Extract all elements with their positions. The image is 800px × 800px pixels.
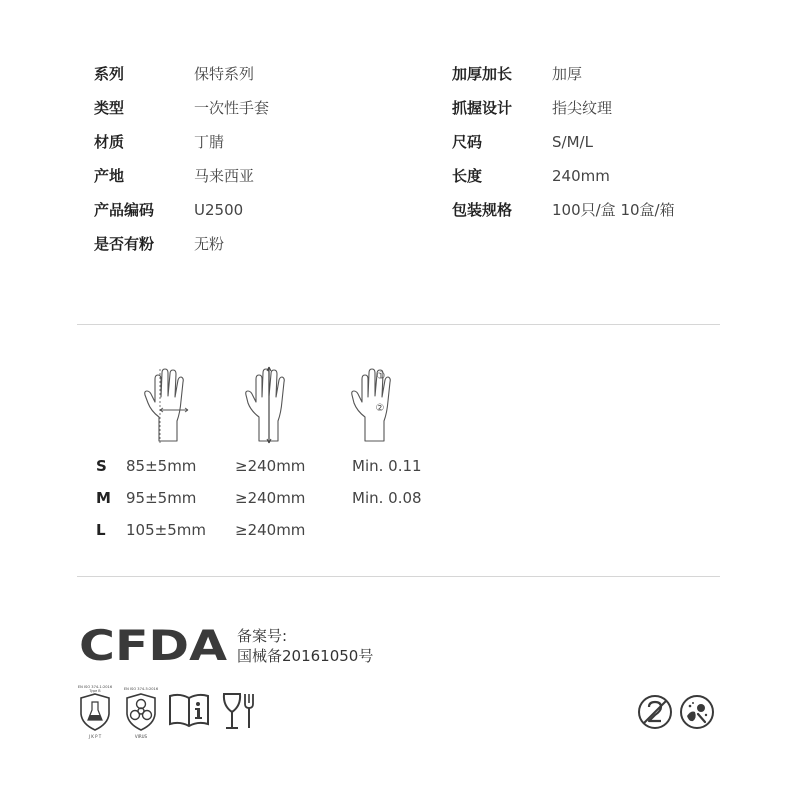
diagram-marker-1: ① [376,371,386,382]
anti-slip-grip-icon [679,694,715,730]
spec-value: 保特系列 [194,65,255,83]
size-length: ≥240mm [235,521,306,539]
spec-label: 尺码 [452,133,483,151]
hand-thickness-diagram-icon [351,365,401,445]
size-row-l [96,516,456,546]
spec-row-series [94,60,414,94]
spec-label: 系列 [94,65,125,83]
chemical-protection-shield-icon [77,684,113,740]
size-row-m [96,484,456,514]
spec-row-length [452,162,772,196]
record-info [237,626,373,666]
cert2-standard: EN ISO 374-5:2016 [123,687,159,691]
size-width: 105±5mm [126,521,206,539]
spec-row-product-code [94,196,414,230]
size-length: ≥240mm [235,457,306,475]
spec-row-packaging [452,196,772,230]
spec-row-thickness [452,60,772,94]
spec-value: 一次性手套 [194,99,270,117]
size-letter: S [96,457,107,475]
food-safe-icon [220,692,258,732]
spec-value: 丁腈 [194,133,225,151]
spec-row-origin [94,162,414,196]
read-instructions-icon [168,692,210,728]
single-use-icon [637,694,673,730]
spec-value: 100只/盒 10盒/箱 [552,201,675,219]
size-letter: L [96,521,106,539]
cert1-type: Type B [89,689,101,693]
size-width: 95±5mm [126,489,197,507]
cfda-logo-text: CFDA [79,624,228,664]
spec-value: 马来西亚 [194,167,255,185]
size-length: ≥240mm [235,489,306,507]
spec-row-powder [94,230,414,264]
record-label: 备案号: [237,627,288,645]
cert1-standard: EN ISO 374-1:2016 [77,685,113,689]
spec-label: 产地 [94,167,125,185]
hand-width-diagram-icon [143,365,193,445]
size-thickness: Min. 0.08 [352,489,422,507]
size-row-s [96,452,456,482]
cfda-logo [79,624,229,664]
spec-row-grip [452,94,772,128]
spec-label: 包装规格 [452,201,513,219]
virus-protection-shield-icon [122,684,160,740]
cert1-codes: J K P T [88,734,102,739]
spec-value: S/M/L [552,133,593,151]
spec-label: 加厚加长 [452,65,513,83]
divider-bottom [77,576,720,577]
diagram-marker-2: ② [375,403,385,414]
spec-value: 指尖纹理 [552,99,613,117]
hand-length-diagram-icon [245,365,295,445]
spec-label: 产品编码 [94,201,155,219]
spec-row-size [452,128,772,162]
size-letter: M [96,489,111,507]
spec-label: 是否有粉 [94,235,155,253]
spec-value: 加厚 [552,65,583,83]
size-thickness: Min. 0.11 [352,457,422,475]
spec-row-material [94,128,414,162]
spec-row-type [94,94,414,128]
spec-value: U2500 [194,201,244,219]
record-number: 国械备20161050号 [237,647,374,665]
spec-label: 材质 [94,133,125,151]
spec-label: 类型 [94,99,125,117]
spec-value: 无粉 [194,235,225,253]
spec-label: 抓握设计 [452,99,513,117]
cert2-virus-label: VIRUS [134,734,148,739]
spec-value: 240mm [552,167,610,185]
spec-label: 长度 [452,167,483,185]
size-width: 85±5mm [126,457,197,475]
divider-top [77,324,720,325]
